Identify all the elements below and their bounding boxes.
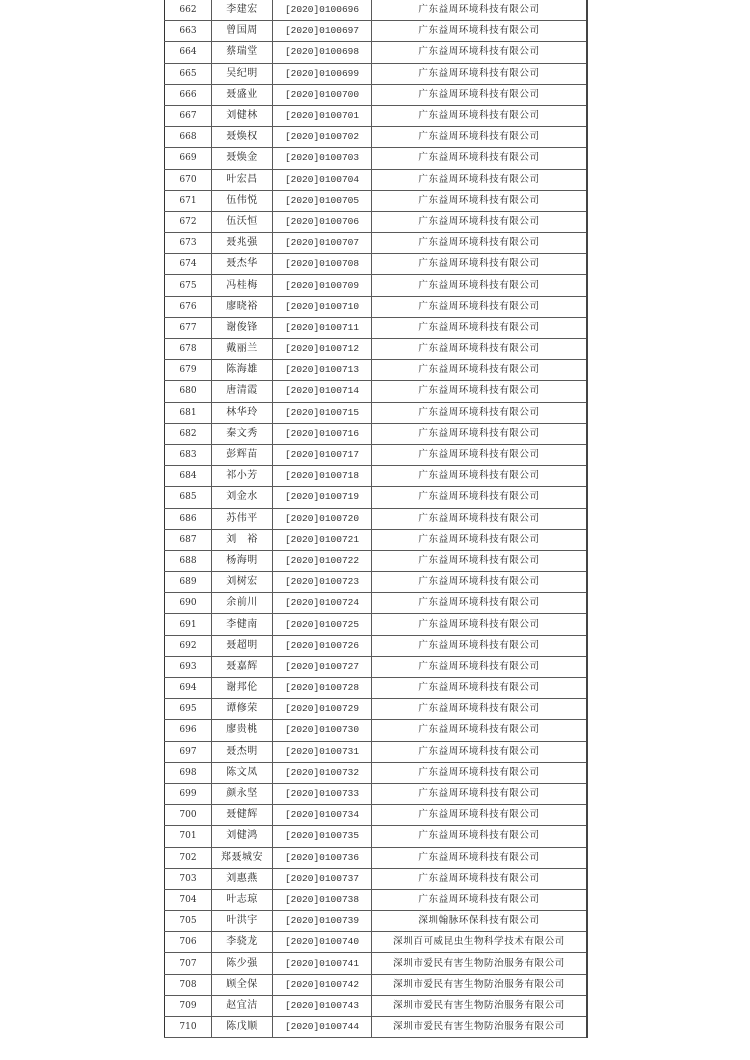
person-name-cell: 聂杰华	[212, 254, 273, 275]
person-name-cell: 聂健辉	[212, 805, 273, 826]
certificate-number-cell: [2020]0100706	[273, 211, 372, 232]
certificate-number-cell: [2020]0100703	[273, 148, 372, 169]
company-name-cell: 广东益周环境科技有限公司	[372, 381, 588, 402]
row-number-cell: 694	[165, 678, 212, 699]
company-name-cell: 广东益周环境科技有限公司	[372, 487, 588, 508]
row-number-cell: 707	[165, 953, 212, 974]
person-name-cell: 戴丽兰	[212, 339, 273, 360]
company-name-cell: 广东益周环境科技有限公司	[372, 63, 588, 84]
certificate-number-cell: [2020]0100740	[273, 932, 372, 953]
certificate-number-cell: [2020]0100719	[273, 487, 372, 508]
person-name-cell: 叶洪宇	[212, 911, 273, 932]
company-name-cell: 广东益周环境科技有限公司	[372, 741, 588, 762]
person-name-cell: 刘金水	[212, 487, 273, 508]
company-name-cell: 广东益周环境科技有限公司	[372, 593, 588, 614]
person-name-cell: 廖晓裕	[212, 296, 273, 317]
person-name-cell: 李骁龙	[212, 932, 273, 953]
table-row	[165, 826, 588, 847]
person-name-cell: 秦文秀	[212, 423, 273, 444]
table-row	[165, 889, 588, 910]
row-number-cell: 705	[165, 911, 212, 932]
company-name-cell: 广东益周环境科技有限公司	[372, 805, 588, 826]
company-name-cell: 广东益周环境科技有限公司	[372, 254, 588, 275]
person-name-cell: 赵宜洁	[212, 995, 273, 1016]
row-number-cell: 679	[165, 360, 212, 381]
certificate-number-cell: [2020]0100724	[273, 593, 372, 614]
certificate-number-cell: [2020]0100722	[273, 550, 372, 571]
company-name-cell: 深圳市爱民有害生物防治服务有限公司	[372, 995, 588, 1016]
row-number-cell: 691	[165, 614, 212, 635]
certificate-number-cell: [2020]0100739	[273, 911, 372, 932]
table-row	[165, 444, 588, 465]
row-number-cell: 670	[165, 169, 212, 190]
table-row	[165, 974, 588, 995]
company-name-cell: 广东益周环境科技有限公司	[372, 699, 588, 720]
person-name-cell: 聂嘉辉	[212, 656, 273, 677]
person-name-cell: 郑聂城安	[212, 847, 273, 868]
company-name-cell: 广东益周环境科技有限公司	[372, 296, 588, 317]
certificate-number-cell: [2020]0100707	[273, 233, 372, 254]
person-name-cell: 聂焕金	[212, 148, 273, 169]
company-name-cell: 广东益周环境科技有限公司	[372, 127, 588, 148]
certificate-number-cell: [2020]0100711	[273, 317, 372, 338]
row-number-cell: 704	[165, 889, 212, 910]
document-table-container	[164, 0, 588, 1038]
company-name-cell: 深圳翰脉环保科技有限公司	[372, 911, 588, 932]
person-name-cell: 谢俊锋	[212, 317, 273, 338]
person-name-cell: 叶宏昌	[212, 169, 273, 190]
certificate-number-cell: [2020]0100721	[273, 529, 372, 550]
certificate-number-cell: [2020]0100718	[273, 466, 372, 487]
table-row	[165, 275, 588, 296]
certificate-number-cell: [2020]0100735	[273, 826, 372, 847]
table-row	[165, 317, 588, 338]
certificate-number-cell: [2020]0100726	[273, 635, 372, 656]
certificate-number-cell: [2020]0100729	[273, 699, 372, 720]
company-name-cell: 广东益周环境科技有限公司	[372, 614, 588, 635]
person-name-cell: 陈文凤	[212, 762, 273, 783]
company-name-cell: 广东益周环境科技有限公司	[372, 635, 588, 656]
table-body	[165, 0, 588, 1038]
company-name-cell: 广东益周环境科技有限公司	[372, 233, 588, 254]
company-name-cell: 广东益周环境科技有限公司	[372, 423, 588, 444]
row-number-cell: 664	[165, 42, 212, 63]
row-number-cell: 688	[165, 550, 212, 571]
certificate-number-cell: [2020]0100720	[273, 508, 372, 529]
table-row	[165, 614, 588, 635]
person-name-cell: 顾全保	[212, 974, 273, 995]
certificate-number-cell: [2020]0100743	[273, 995, 372, 1016]
table-row	[165, 487, 588, 508]
company-name-cell: 广东益周环境科技有限公司	[372, 360, 588, 381]
table-row	[165, 381, 588, 402]
person-name-cell: 余前川	[212, 593, 273, 614]
person-name-cell: 曾国周	[212, 21, 273, 42]
row-number-cell: 710	[165, 1017, 212, 1038]
person-name-cell: 杨海明	[212, 550, 273, 571]
table-row	[165, 868, 588, 889]
person-name-cell: 谭修荣	[212, 699, 273, 720]
certificate-number-cell: [2020]0100713	[273, 360, 372, 381]
certificate-number-cell: [2020]0100731	[273, 741, 372, 762]
table-row	[165, 953, 588, 974]
row-number-cell: 693	[165, 656, 212, 677]
certificate-number-cell: [2020]0100714	[273, 381, 372, 402]
certificate-number-cell: [2020]0100734	[273, 805, 372, 826]
certificate-number-cell: [2020]0100709	[273, 275, 372, 296]
row-number-cell: 674	[165, 254, 212, 275]
company-name-cell: 广东益周环境科技有限公司	[372, 572, 588, 593]
company-name-cell: 广东益周环境科技有限公司	[372, 889, 588, 910]
row-number-cell: 676	[165, 296, 212, 317]
company-name-cell: 广东益周环境科技有限公司	[372, 444, 588, 465]
row-number-cell: 700	[165, 805, 212, 826]
table-row	[165, 63, 588, 84]
row-number-cell: 677	[165, 317, 212, 338]
person-name-cell: 陈海雄	[212, 360, 273, 381]
person-name-cell: 陈戊顺	[212, 1017, 273, 1038]
company-name-cell: 广东益周环境科技有限公司	[372, 656, 588, 677]
row-number-cell: 684	[165, 466, 212, 487]
row-number-cell: 685	[165, 487, 212, 508]
table-row	[165, 572, 588, 593]
person-name-cell: 彭辉苗	[212, 444, 273, 465]
company-name-cell: 广东益周环境科技有限公司	[372, 190, 588, 211]
certificate-number-cell: [2020]0100704	[273, 169, 372, 190]
person-name-cell: 伍伟悦	[212, 190, 273, 211]
row-number-cell: 678	[165, 339, 212, 360]
company-name-cell: 广东益周环境科技有限公司	[372, 339, 588, 360]
row-number-cell: 702	[165, 847, 212, 868]
certificate-number-cell: [2020]0100712	[273, 339, 372, 360]
person-name-cell: 刘健鸿	[212, 826, 273, 847]
person-name-cell: 聂超明	[212, 635, 273, 656]
table-row	[165, 911, 588, 932]
row-number-cell: 687	[165, 529, 212, 550]
certificate-number-cell: [2020]0100742	[273, 974, 372, 995]
person-name-cell: 祁小芳	[212, 466, 273, 487]
row-number-cell: 662	[165, 0, 212, 21]
person-name-cell: 聂焕权	[212, 127, 273, 148]
row-number-cell: 695	[165, 699, 212, 720]
company-name-cell: 广东益周环境科技有限公司	[372, 466, 588, 487]
company-name-cell: 广东益周环境科技有限公司	[372, 720, 588, 741]
table-row	[165, 593, 588, 614]
table-row	[165, 762, 588, 783]
table-row	[165, 339, 588, 360]
row-number-cell: 671	[165, 190, 212, 211]
certificate-number-cell: [2020]0100697	[273, 21, 372, 42]
table-row	[165, 42, 588, 63]
table-row	[165, 402, 588, 423]
table-row	[165, 678, 588, 699]
row-number-cell: 683	[165, 444, 212, 465]
person-name-cell: 冯桂梅	[212, 275, 273, 296]
person-name-cell: 刘树宏	[212, 572, 273, 593]
table-row	[165, 699, 588, 720]
company-name-cell: 广东益周环境科技有限公司	[372, 275, 588, 296]
table-row	[165, 360, 588, 381]
table-row	[165, 847, 588, 868]
company-name-cell: 广东益周环境科技有限公司	[372, 42, 588, 63]
table-row	[165, 190, 588, 211]
table-row	[165, 254, 588, 275]
table-row	[165, 148, 588, 169]
table-row	[165, 932, 588, 953]
person-name-cell: 刘惠燕	[212, 868, 273, 889]
table-row	[165, 0, 588, 21]
row-number-cell: 697	[165, 741, 212, 762]
person-name-cell: 颜永坚	[212, 783, 273, 804]
certificate-number-cell: [2020]0100699	[273, 63, 372, 84]
person-name-cell: 谢邦伦	[212, 678, 273, 699]
table-row	[165, 783, 588, 804]
row-number-cell: 680	[165, 381, 212, 402]
certificate-number-cell: [2020]0100716	[273, 423, 372, 444]
company-name-cell: 广东益周环境科技有限公司	[372, 783, 588, 804]
certificate-number-cell: [2020]0100730	[273, 720, 372, 741]
row-number-cell: 689	[165, 572, 212, 593]
company-name-cell: 广东益周环境科技有限公司	[372, 317, 588, 338]
certificate-number-cell: [2020]0100725	[273, 614, 372, 635]
company-name-cell: 广东益周环境科技有限公司	[372, 868, 588, 889]
certificate-number-cell: [2020]0100701	[273, 105, 372, 126]
table-row	[165, 529, 588, 550]
table-row	[165, 127, 588, 148]
table-row	[165, 466, 588, 487]
row-number-cell: 668	[165, 127, 212, 148]
certificate-number-cell: [2020]0100698	[273, 42, 372, 63]
row-number-cell: 698	[165, 762, 212, 783]
certificate-number-cell: [2020]0100733	[273, 783, 372, 804]
certificate-number-cell: [2020]0100708	[273, 254, 372, 275]
certificate-number-cell: [2020]0100741	[273, 953, 372, 974]
person-name-cell: 叶志琼	[212, 889, 273, 910]
row-number-cell: 681	[165, 402, 212, 423]
certificate-number-cell: [2020]0100727	[273, 656, 372, 677]
row-number-cell: 665	[165, 63, 212, 84]
certificate-number-cell: [2020]0100696	[273, 0, 372, 21]
certificate-number-cell: [2020]0100702	[273, 127, 372, 148]
company-name-cell: 广东益周环境科技有限公司	[372, 84, 588, 105]
person-name-cell: 李建宏	[212, 0, 273, 21]
table-row	[165, 550, 588, 571]
row-number-cell: 708	[165, 974, 212, 995]
certificate-number-cell: [2020]0100732	[273, 762, 372, 783]
certificate-number-cell: [2020]0100738	[273, 889, 372, 910]
company-name-cell: 深圳市爱民有害生物防治服务有限公司	[372, 953, 588, 974]
company-name-cell: 广东益周环境科技有限公司	[372, 826, 588, 847]
table-row	[165, 805, 588, 826]
certificate-number-cell: [2020]0100715	[273, 402, 372, 423]
company-name-cell: 广东益周环境科技有限公司	[372, 0, 588, 21]
row-number-cell: 692	[165, 635, 212, 656]
table-row	[165, 84, 588, 105]
company-name-cell: 广东益周环境科技有限公司	[372, 148, 588, 169]
company-name-cell: 广东益周环境科技有限公司	[372, 105, 588, 126]
certificate-number-cell: [2020]0100700	[273, 84, 372, 105]
company-name-cell: 广东益周环境科技有限公司	[372, 508, 588, 529]
company-name-cell: 广东益周环境科技有限公司	[372, 169, 588, 190]
table-row	[165, 1017, 588, 1038]
table-row	[165, 169, 588, 190]
table-row	[165, 720, 588, 741]
table-row	[165, 508, 588, 529]
table-row	[165, 741, 588, 762]
table-row	[165, 211, 588, 232]
certificate-number-cell: [2020]0100744	[273, 1017, 372, 1038]
row-number-cell: 690	[165, 593, 212, 614]
person-name-cell: 蔡瑞堂	[212, 42, 273, 63]
certificate-number-cell: [2020]0100710	[273, 296, 372, 317]
certificate-number-cell: [2020]0100723	[273, 572, 372, 593]
table-row	[165, 423, 588, 444]
company-name-cell: 广东益周环境科技有限公司	[372, 762, 588, 783]
row-number-cell: 686	[165, 508, 212, 529]
certificate-number-cell: [2020]0100728	[273, 678, 372, 699]
table-row	[165, 296, 588, 317]
row-number-cell: 673	[165, 233, 212, 254]
person-name-cell: 林华玲	[212, 402, 273, 423]
person-name-cell: 刘健林	[212, 105, 273, 126]
company-name-cell: 深圳市爱民有害生物防治服务有限公司	[372, 1017, 588, 1038]
person-name-cell: 廖贵桃	[212, 720, 273, 741]
table-row	[165, 656, 588, 677]
company-name-cell: 广东益周环境科技有限公司	[372, 529, 588, 550]
company-name-cell: 广东益周环境科技有限公司	[372, 21, 588, 42]
table-row	[165, 21, 588, 42]
person-name-cell: 刘 裕	[212, 529, 273, 550]
row-number-cell: 667	[165, 105, 212, 126]
table-row	[165, 105, 588, 126]
company-name-cell: 深圳百可威昆虫生物科学技术有限公司	[372, 932, 588, 953]
row-number-cell: 699	[165, 783, 212, 804]
company-name-cell: 深圳市爱民有害生物防治服务有限公司	[372, 974, 588, 995]
row-number-cell: 669	[165, 148, 212, 169]
person-name-cell: 唐清霞	[212, 381, 273, 402]
row-number-cell: 666	[165, 84, 212, 105]
certificate-number-cell: [2020]0100717	[273, 444, 372, 465]
person-name-cell: 伍沃恒	[212, 211, 273, 232]
row-number-cell: 706	[165, 932, 212, 953]
person-name-cell: 聂兆强	[212, 233, 273, 254]
company-name-cell: 广东益周环境科技有限公司	[372, 211, 588, 232]
row-number-cell: 675	[165, 275, 212, 296]
person-name-cell: 聂杰明	[212, 741, 273, 762]
company-name-cell: 广东益周环境科技有限公司	[372, 847, 588, 868]
personnel-certificate-table	[164, 0, 588, 1038]
row-number-cell: 701	[165, 826, 212, 847]
row-number-cell: 682	[165, 423, 212, 444]
person-name-cell: 陈少强	[212, 953, 273, 974]
company-name-cell: 广东益周环境科技有限公司	[372, 402, 588, 423]
table-row	[165, 635, 588, 656]
certificate-number-cell: [2020]0100737	[273, 868, 372, 889]
person-name-cell: 李健南	[212, 614, 273, 635]
row-number-cell: 703	[165, 868, 212, 889]
company-name-cell: 广东益周环境科技有限公司	[372, 550, 588, 571]
person-name-cell: 苏伟平	[212, 508, 273, 529]
certificate-number-cell: [2020]0100736	[273, 847, 372, 868]
row-number-cell: 672	[165, 211, 212, 232]
certificate-number-cell: [2020]0100705	[273, 190, 372, 211]
company-name-cell: 广东益周环境科技有限公司	[372, 678, 588, 699]
table-row	[165, 233, 588, 254]
person-name-cell: 聂盛业	[212, 84, 273, 105]
row-number-cell: 696	[165, 720, 212, 741]
row-number-cell: 709	[165, 995, 212, 1016]
person-name-cell: 吴纪明	[212, 63, 273, 84]
table-row	[165, 995, 588, 1016]
row-number-cell: 663	[165, 21, 212, 42]
